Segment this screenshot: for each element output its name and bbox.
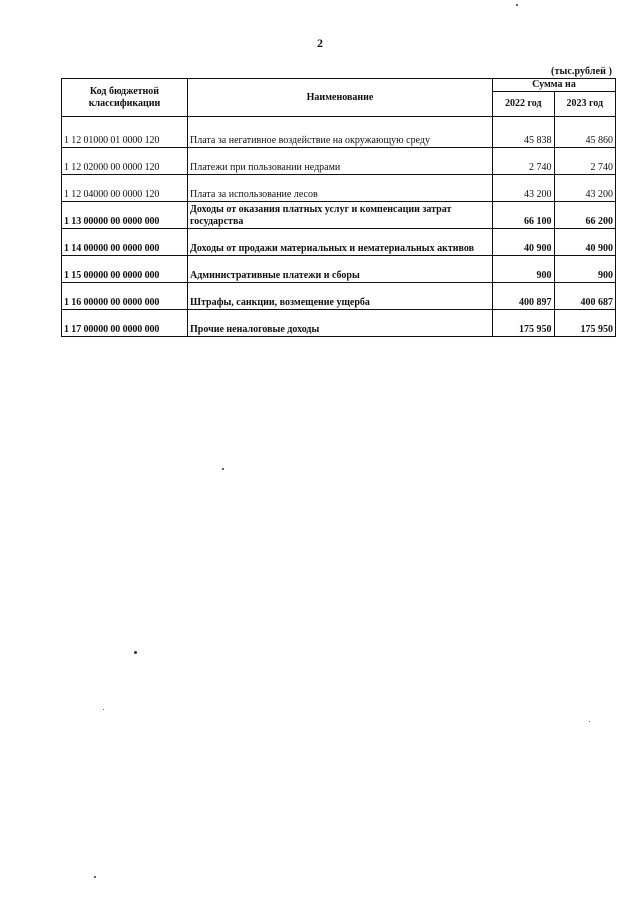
row-name: Доходы от оказания платных услуг и компенсации затрат государства	[188, 202, 493, 229]
row-value-2023: 900	[554, 256, 616, 283]
row-code: 1 12 02000 00 0000 120	[62, 148, 188, 175]
row-name: Штрафы, санкции, возмещение ущерба	[188, 283, 493, 310]
scan-speck	[589, 721, 590, 722]
row-value-2022: 40 900	[493, 229, 555, 256]
row-value-2022: 45 838	[493, 117, 555, 148]
header-sum-on: Сумма на	[493, 79, 616, 92]
table-row	[62, 117, 616, 148]
row-value-2023: 66 200	[554, 202, 616, 229]
row-name: Платежи при пользовании недрами	[188, 148, 493, 175]
scan-speck	[134, 651, 137, 654]
row-code: 1 12 01000 01 0000 120	[62, 117, 188, 148]
row-name: Плата за негативное воздействие на окружающую среду	[188, 117, 493, 148]
row-name: Прочие неналоговые доходы	[188, 310, 493, 337]
table-row	[62, 283, 616, 310]
row-value-2023: 40 900	[554, 229, 616, 256]
row-code: 1 13 00000 00 0000 000	[62, 202, 188, 229]
table-row	[62, 175, 616, 202]
row-value-2022: 900	[493, 256, 555, 283]
row-code: 1 15 00000 00 0000 000	[62, 256, 188, 283]
row-name: Плата за использование лесов	[188, 175, 493, 202]
scan-speck	[103, 709, 104, 710]
row-code: 1 12 04000 00 0000 120	[62, 175, 188, 202]
row-value-2023: 2 740	[554, 148, 616, 175]
row-code: 1 17 00000 00 0000 000	[62, 310, 188, 337]
table-header-row	[62, 79, 616, 92]
row-value-2022: 175 950	[493, 310, 555, 337]
page-number: 2	[317, 36, 323, 50]
row-code: 1 16 00000 00 0000 000	[62, 283, 188, 310]
row-value-2023: 45 860	[554, 117, 616, 148]
row-value-2023: 400 687	[554, 283, 616, 310]
header-year-2023: 2023 год	[554, 92, 616, 117]
table-row	[62, 229, 616, 256]
row-value-2023: 175 950	[554, 310, 616, 337]
scan-speck	[94, 876, 96, 878]
row-code: 1 14 00000 00 0000 000	[62, 229, 188, 256]
scan-speck	[516, 4, 518, 6]
table-row	[62, 202, 616, 229]
table-row	[62, 310, 616, 337]
header-year-2022: 2022 год	[493, 92, 555, 117]
row-name: Административные платежи и сборы	[188, 256, 493, 283]
row-value-2022: 2 740	[493, 148, 555, 175]
units-note: (тыс.рублей )	[551, 66, 612, 77]
row-value-2022: 400 897	[493, 283, 555, 310]
table-row	[62, 148, 616, 175]
row-value-2022: 43 200	[493, 175, 555, 202]
row-value-2023: 43 200	[554, 175, 616, 202]
scan-speck	[222, 468, 224, 470]
header-name: Наименование	[188, 79, 493, 117]
table-row	[62, 256, 616, 283]
header-code: Код бюджетной классификации	[62, 79, 188, 117]
row-value-2022: 66 100	[493, 202, 555, 229]
row-name: Доходы от продажи материальных и нематериальных активов	[188, 229, 493, 256]
revenue-table	[61, 78, 616, 337]
